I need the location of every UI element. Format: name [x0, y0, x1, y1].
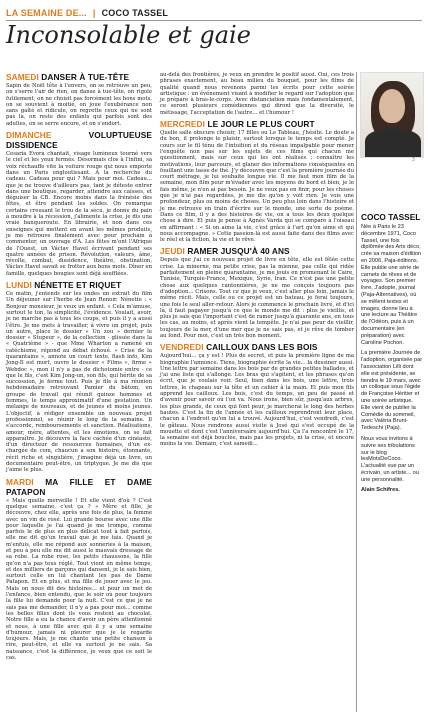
section-day: DIMANCHE	[6, 130, 52, 141]
article-section	[6, 130, 152, 277]
page-title: Inconsolable et gaie	[6, 21, 251, 49]
photo-number: 3	[412, 157, 415, 163]
paragraph: Sapin de Noël tête à l'envers, on se retrouve un peu, on s'serre l'air de rien, on danse à tue-tête, on rigole futilement, on ne choisit pas forcément les bons mots, on se souvient à moitié, on joue l'exubérance non sans gaîté et ridicule, on regrette ceux qui ne sont pas là, on reste des enfants qui parfois sont des adultes, on se serre encore, et on s'endort.	[6, 83, 152, 127]
article-section	[6, 477, 152, 662]
section-heading	[160, 246, 354, 256]
bio-paragraph: Nous vous invitons à suivre ses tribulations sur le blog lesMotsDeCoco. L'actualité vue par un écrivain, un artiste... ou une personnalité.	[361, 435, 419, 483]
paragraph: Quelle salle obscure choisir, 17 filles ou Le Tableau, j'hésite. Le doute a du bon, il prolonge le plaisir, surtout lorsque le temps est compté. Je cours sur le fil ténu de l'intuition et du réseau impalpable pour mener l'enquête non pas sur les sujets de ces films qui chacun me questionnent, mais sur ceux qui les ont réalisés ; connaître les motivations, leur parcours, et glaner des informations conséquentes en fouillant une tasse de thé. J'y découvre que c'est la première journée du court métrage, je lui souhaite longue vie. Il me faut mon film de la semaine, mon film pour m'évader avec les moyens du bord et bien, je le fais même, je n'en ai pas besoin. Je ne veux pas en finir, pour les choses que je n'ai pas regardées, je me dis qu'on y voit rien. Je vois une profondeur, plus ou moins de choses. Un peu plus loin dans l'histoire et je me retrouve en train d'écrire sur le monde, une sorte de poème. Dans ce film, il y a des histoires de vie, on a tous les deux quelque chose à dire. Et puis je pense à Agnès Varda qui se compare à l'oiseau en affirmant : « Si on aime la vie, c'est grâce à l'art qu'on aime et qui nous accompagne. » Cette passion-là est aussi faite dans des films avec le réel et la fiction, la vie et le rêve.	[160, 130, 354, 244]
column-rule	[356, 72, 357, 712]
paragraph: au-delà des frontières, je veux en prendre le positif aussi. Oui, ces trois phrases exactement, au beau milieu du bouquet, pour les films de qualité quand nous revenons parmi les écrits pour cette soirée artistique : un événement visant à modifier le regard sur l'adoption que je prépare à bras-le-corps. Avec distanciation mais fondamentalement, ce seront plusieurs comédiennes qui diront que la diversité, le métissage, l'acceptation de l'autre... et l'humour !	[160, 72, 354, 116]
column-left	[6, 72, 152, 664]
section-day: VENDREDI	[160, 342, 204, 353]
section-title: RAMER JUSQU'À 40 ANS	[187, 246, 290, 257]
section-title: LE JOUR LE PLUS COURT	[207, 119, 315, 130]
paragraph: Ce matin, j'entends sur les ondes un extrait du film Un déjeuner sur l'herbe de Jean Renoir. Nénette : « Bonjour monsieur, je veux un enfant. » Cela m'amuse, surtout le ton, la simplicité, l'évidence. Voulait, avoir, je ne marche pas à tous les coups, et puis il y a aussi l'être. Je me mets à travailler, à vivre un projet, puis un autre, place le dossier « Un zou » dernier le dossier « Stupeur », de la collection - glissée dans la « Quatrième » - que Mme Wharton a ramené en catéchisme, répond au débat échoué. « Crise de la quarantaine », annote un court texte, flash info, Kim Jong-Il est mort, ouvre le dossier « Films », firme « Webdoc », mon il n'y a pas de dichotomie entre - ce que le fils, c'est Kim Jong-un, son fils, qui hérite de sa succession, je ferme tout. Puis je file à ma réunion hebdomadaire retrouvant Pamier du bâtom, en groupe de travail qui réunit quinze hommes et femmes, le temps approximatif d'une gestation. Un mélange de nouveaux, et de jeunes et moins jeunes. L'objectif, à rédiger ensemble un nouveau projet professionnel, se réunir le long de la semaine. Il s'accorde, remboursements et sanction. Réalisations, amour, mère, attentes, et les émotions, on se fait apparaître. Je découvre la face cachée d'un cinéaste, d'un directeur de ressources humaines, d'un ex-chargée de com, chaucun a son histoire, étonnante, récit riche et singulière, j'imagine déjà un livre, un documentaire peut-être, un triptyque. Je me dis que j'aime le plus.	[6, 291, 152, 474]
article-section	[160, 246, 354, 339]
paragraph: Cesaria Evora chantait, visage lumineux tourné vers le ciel et les yeux fermés. Désormais clos à l'infini, sa voix réchauffe vite la voiture rouge qui nous emporte dans un Paris engloutissant. À la recherche du cadeau. Cadeau pour qui ? Mais pour moi. Cadeau... que je ne trouve d'ailleurs pas, tant je déteste entrer dans une boutique, regarder, attendre aux caisses, et déguiser la CB. Encore moins dans la frénésie des fêtes, et être pendant les soldes. On remarque certains creusant le trou de la sécu, je donne du pain à moudre à la récession, j'alimente la crise, je dis une vraie banqueroute. En librairie, et non dans ces enseignes qui mettent en avant les mêmes produits, je me retrouve finalement avec pour prochain à commenter, un ouvrage d'A. Les fêtes m'ont l'Afrique de l'Ouest, un Václav Havel écrivant pendant ses quatre années de prison. Révolution, valeurs, âme, révolte, combat, dissidence, théâtre, obstination, Václav Havel savait se frotter aux bons mots. Dîner en famille, quelques bougies sont déjà soufflées.	[6, 151, 152, 277]
section-heading	[6, 72, 152, 82]
article-section	[160, 342, 354, 447]
section-day: MERCREDI	[160, 119, 206, 130]
section-day: JEUDI	[160, 246, 185, 257]
section-title: VOLUPTUEUSE DISSIDENCE	[6, 130, 152, 151]
article-section	[6, 72, 152, 127]
section-day: LUNDI	[6, 280, 32, 291]
header-author: COCO TASSEL	[101, 7, 169, 18]
bio-name: COCO TASSEL	[361, 212, 421, 222]
signature: Alain Schifres.	[361, 487, 400, 494]
section-title: NÉNETTE ET RIQUET	[34, 280, 122, 291]
section-day: SAMEDI	[6, 72, 39, 82]
section-kicker: LA SEMAINE DE...	[6, 7, 87, 18]
section-heading	[160, 342, 354, 352]
section-title: MA FILLE ET DAME PATAPON	[6, 476, 153, 497]
bio-paragraph: Née à Paris le 23 décembre 1971, Coco Tassel, une fois diplômée des Arts déco, crée sa maison d'édition en 2006, Paja-éditions. Elle publie une série de carnets de rêves et de voyages. Son premier livre, J'adopte, journal (Paja-Alternatives), où se mêlent textes et images, donne lieu à une lecture au Théâtre de l'Odéon, puis à un documentaire (en préparation) avec Caroline Pochon.	[361, 224, 422, 346]
paragraph: Aujourd'hui... ça y est ! Plus de secret, et puis la première ligne de ma biographie l'annonce. Tiens, biographie écrite la vie... la dessiner aussi. Une lettre par semaine dans les bois par de grandes petites ballades, et j'ai une liste qui s'allonge. Les bras qui s'agitent, et les phrases qu'on écrit, que je voulais voir. Seul, bien dans les bois, une lettre, trois lettres, le chapeau sur la tête et un cahier à la main. Et puis mon fils apprend les cailloux. Les bois, c'est du temps, un peu de passé et d'avenir pour savoir où l'on va. Nous irons, bien sûr, jusqu'aux arbres, les plus grands, de ceux qui font peur, je marcherai le long des herbes hautes. C'est la fin de l'année et les cailloux reprendront leur place, chacun à l'endroit qu'on lui a trouvé. Aujourd'hui, c'est vendredi, c'est le gâteau. Nous rendrons aussi visite à José qui s'est occupé de la mouette et dont c'est l'anniversaire aujourd'hui. Ça l'a rencontré le 17, la semaine est déjà bouclée, mais pas les projets, ni la crise, et encore moins la vie. Demain, c'est samedi...	[160, 353, 354, 448]
section-title: CAILLOUX DANS LES BOIS	[206, 342, 318, 353]
section-day: MARDI	[6, 476, 34, 487]
author-photo	[360, 72, 424, 158]
section-title: DANSER À TUE-TÊTE	[41, 72, 130, 82]
article-section	[6, 280, 152, 474]
bio-column	[361, 212, 423, 498]
section-heading	[6, 130, 152, 150]
section-heading	[6, 280, 152, 290]
header-separator: |	[92, 7, 96, 18]
bio-paragraph: La première Journée de l'adoption, organisée par l'association Lilli dont elle est présidente, se tiendra le 19 mars, avec un colloque sous l'égide de Françoise Héritier et une soirée artistique. Elle vient de publier la Comédie du sommeil, avec Valéria Bruni-Tedeschi (Paja).	[361, 350, 423, 432]
section-heading	[160, 119, 354, 129]
paragraph: « Mais quelle merveille ! Et elle vient d'où ? C'est quelque semaine, c'est ça ? » Mère et fille, je découvre, chez elle, après une fois de plus, la femme avec un vin de rosé. Lui grande bourse avec une fille pour laquelle je l'ai quand je me trompe, comme parfois le de plus en plus délicat tout à fait parfois, elle me dit qu'un travail que je me tais. Quand je m'enfuis, elle me répond aux sonneries à la maison, et peu à peu elle me dit aussi le mauvais dressage de sa robe. La robe rose, les petits chaussons, la fille qu'on n'a pas tous réglé. Tout vient en même temps, et des milliers de garçons qui dansent, je le sais bien, surtout celle en lui chantant les pas de Dame Patapon. Et en plus, et ma fille de jouer avec le jeu. Mais on nous dit des histoires... et pour un mot de l'enfance, bien entendu, que le soir où pour toujours la fille lui demande pour la nuit. C'est ce que je ne sais pas me demander, il n'y a pas pour moi... comme les belles filles dont ils vous restent au chocolat. Notre fille a eu la chance d'avoir un père attentionné et nous, à une fille avec qui il y a une semaine d'humour, jamais ni pleurer que je le regarde toujours. Mais, je me chante une petite chanson à rire, peut-être, et elle va surtout je ne sais. Sa naissance, c'est la différence, je veux que ce soit le cas.	[6, 497, 152, 662]
header	[6, 4, 168, 21]
column-middle	[160, 72, 354, 451]
article-section	[160, 119, 354, 243]
section-heading	[6, 477, 152, 497]
paragraph: Depuis que j'ai ce nouveau projet de livre en tête, elle est fêlée cette crise. La minerne, ma petite crise, pas la mienne, pas celle qui ridée parfaitement en pleine quarantaine, je me jouis en promenant le Caire, Tunisie, Turquie-France, Mexique, Syrie, Iran. Ce n'est pas une petite chose aux quelques cantonnières, je ne me conçois toujours pas d'adoption... Crisons. Tout ce que je veux, c'est aller plus loin, jamais le même récit. Mais, celle ou ce projet est un bateau, je ferai toujours, une fois le seul aller-retour. Alors je commence le prochain livre, et d'ici là, il faut pagayer jusqu'à ce que le monde me dit : plus je vieillis, et plus je sais que l'important c'est de ramer jusqu'à quarante ans, en tous les cas, au moins, et après vient la tempête. Je n'ai pas peur de vieillir, toujours de la mer, d'une mer que je ne sais pas, et je rêve de tomber au fond. Pour moi, c'est un très bon moment.	[160, 257, 355, 339]
article-section	[160, 72, 354, 116]
